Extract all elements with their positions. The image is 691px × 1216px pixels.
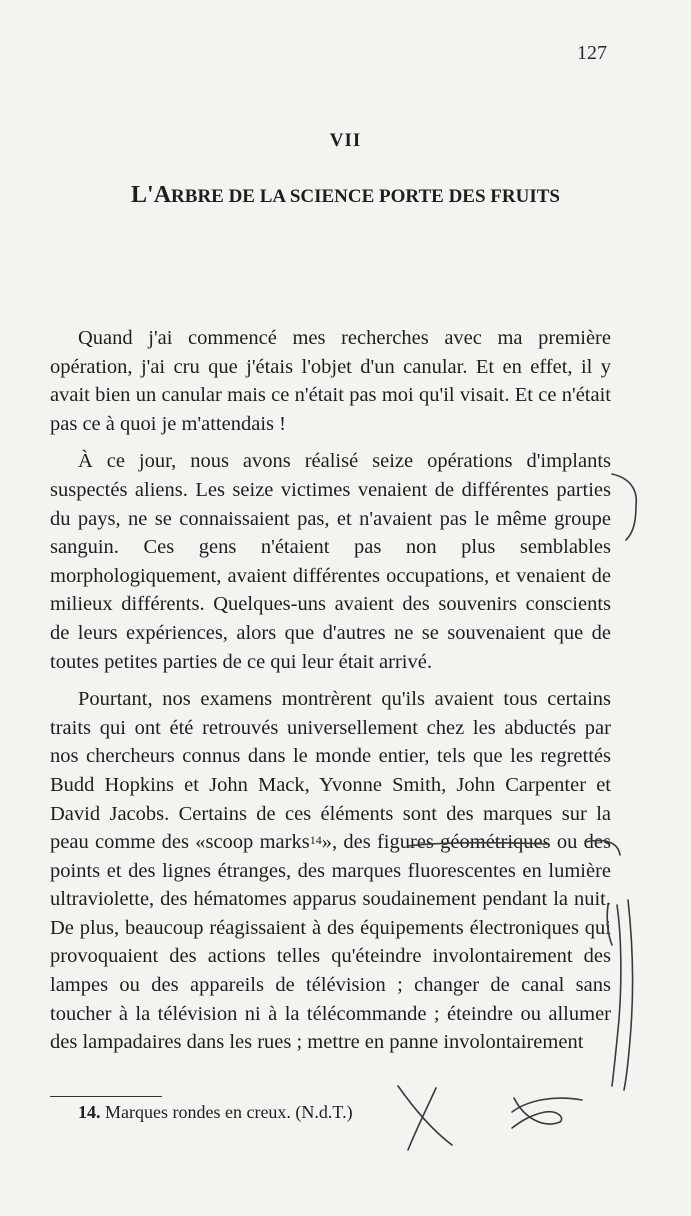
body-text bbox=[50, 324, 611, 1066]
paragraph-3 bbox=[50, 685, 611, 1057]
margin-bracket-upper bbox=[612, 474, 636, 540]
footnote-rule bbox=[50, 1096, 162, 1097]
chapter-number: VII bbox=[329, 130, 362, 151]
paragraph-1: Quand j'ai commencé mes recherches avec ma première opération, j'ai cru que j'étais l'objet d'un canular. Et en effet, il y avait bien un canular mais ce n'était pas moi qu'il visait. Et ce n'était pas ce à quoi je m'attendais ! bbox=[50, 327, 611, 435]
chapter-title-rest: RBRE DE LA SCIENCE PORTE DES FRUITS bbox=[171, 186, 560, 207]
paragraph-2: À ce jour, nous avons réalisé seize opérations d'implants suspectés aliens. Les seize victimes venaient de différentes parties du pays, ne se connaissaient pas, et n'avaient pas le même groupe sanguin. Ces gens n'étaient pas non plus semblables morphologiquement, avaient différentes occupations, et venaient de milieux différents. Quelques-uns avaient des souvenirs conscients de leurs expériences, alors que d'autres ne se souvenaient que de toutes petites parties de ce qui leur était arrivé. bbox=[50, 450, 611, 673]
margin-vertical-stroke-2 bbox=[624, 900, 632, 1090]
footnote bbox=[78, 1102, 353, 1123]
footnote-reference: 14 bbox=[309, 833, 322, 848]
arrow-scribble bbox=[512, 1098, 562, 1128]
x-mark-stroke-2 bbox=[408, 1088, 436, 1150]
footnote-number: 14. bbox=[78, 1102, 101, 1122]
margin-vertical-stroke-1 bbox=[612, 905, 621, 1086]
chapter-title-cap: A bbox=[153, 182, 172, 208]
footnote-text: Marques rondes en creux. (N.d.T.) bbox=[105, 1102, 353, 1122]
paragraph-3-after: », des figures géométriques ou des points et des lignes étranges, des marques fluorescentes en lumière ultraviolette, des hématomes apparus soudainement pendant la nuit. De plus, beaucoup réagissaient à des équipements électroniques qui provoquaient des actions telles qu'éteindre involontairement des lampes ou des appareils de télévision ; changer de canal sans toucher à la télévision ni à la télécommande ; éteindre ou allumer des lampadaires dans les rues ; mettre en panne involontairement bbox=[50, 831, 611, 1054]
chapter-title-initial: L' bbox=[131, 182, 154, 208]
page-number: 127 bbox=[577, 42, 607, 64]
chapter-title bbox=[0, 182, 691, 209]
scoop-marks-term: scoop marks bbox=[205, 831, 310, 854]
x-mark-stroke-1 bbox=[398, 1086, 452, 1145]
arrow-tail bbox=[512, 1098, 582, 1112]
paragraph-3-before: Pourtant, nos examens montrèrent qu'ils avaient tous certains traits qui ont été retrouvés universellement chez les abductés par nos chercheurs connus dans le monde entier, tels que les regrettés Budd Hopkins et John Mack, Yvonne Smith, John Carpenter et David Jacobs. Certains de ces éléments sont des marques sur la peau comme des « bbox=[50, 688, 611, 854]
